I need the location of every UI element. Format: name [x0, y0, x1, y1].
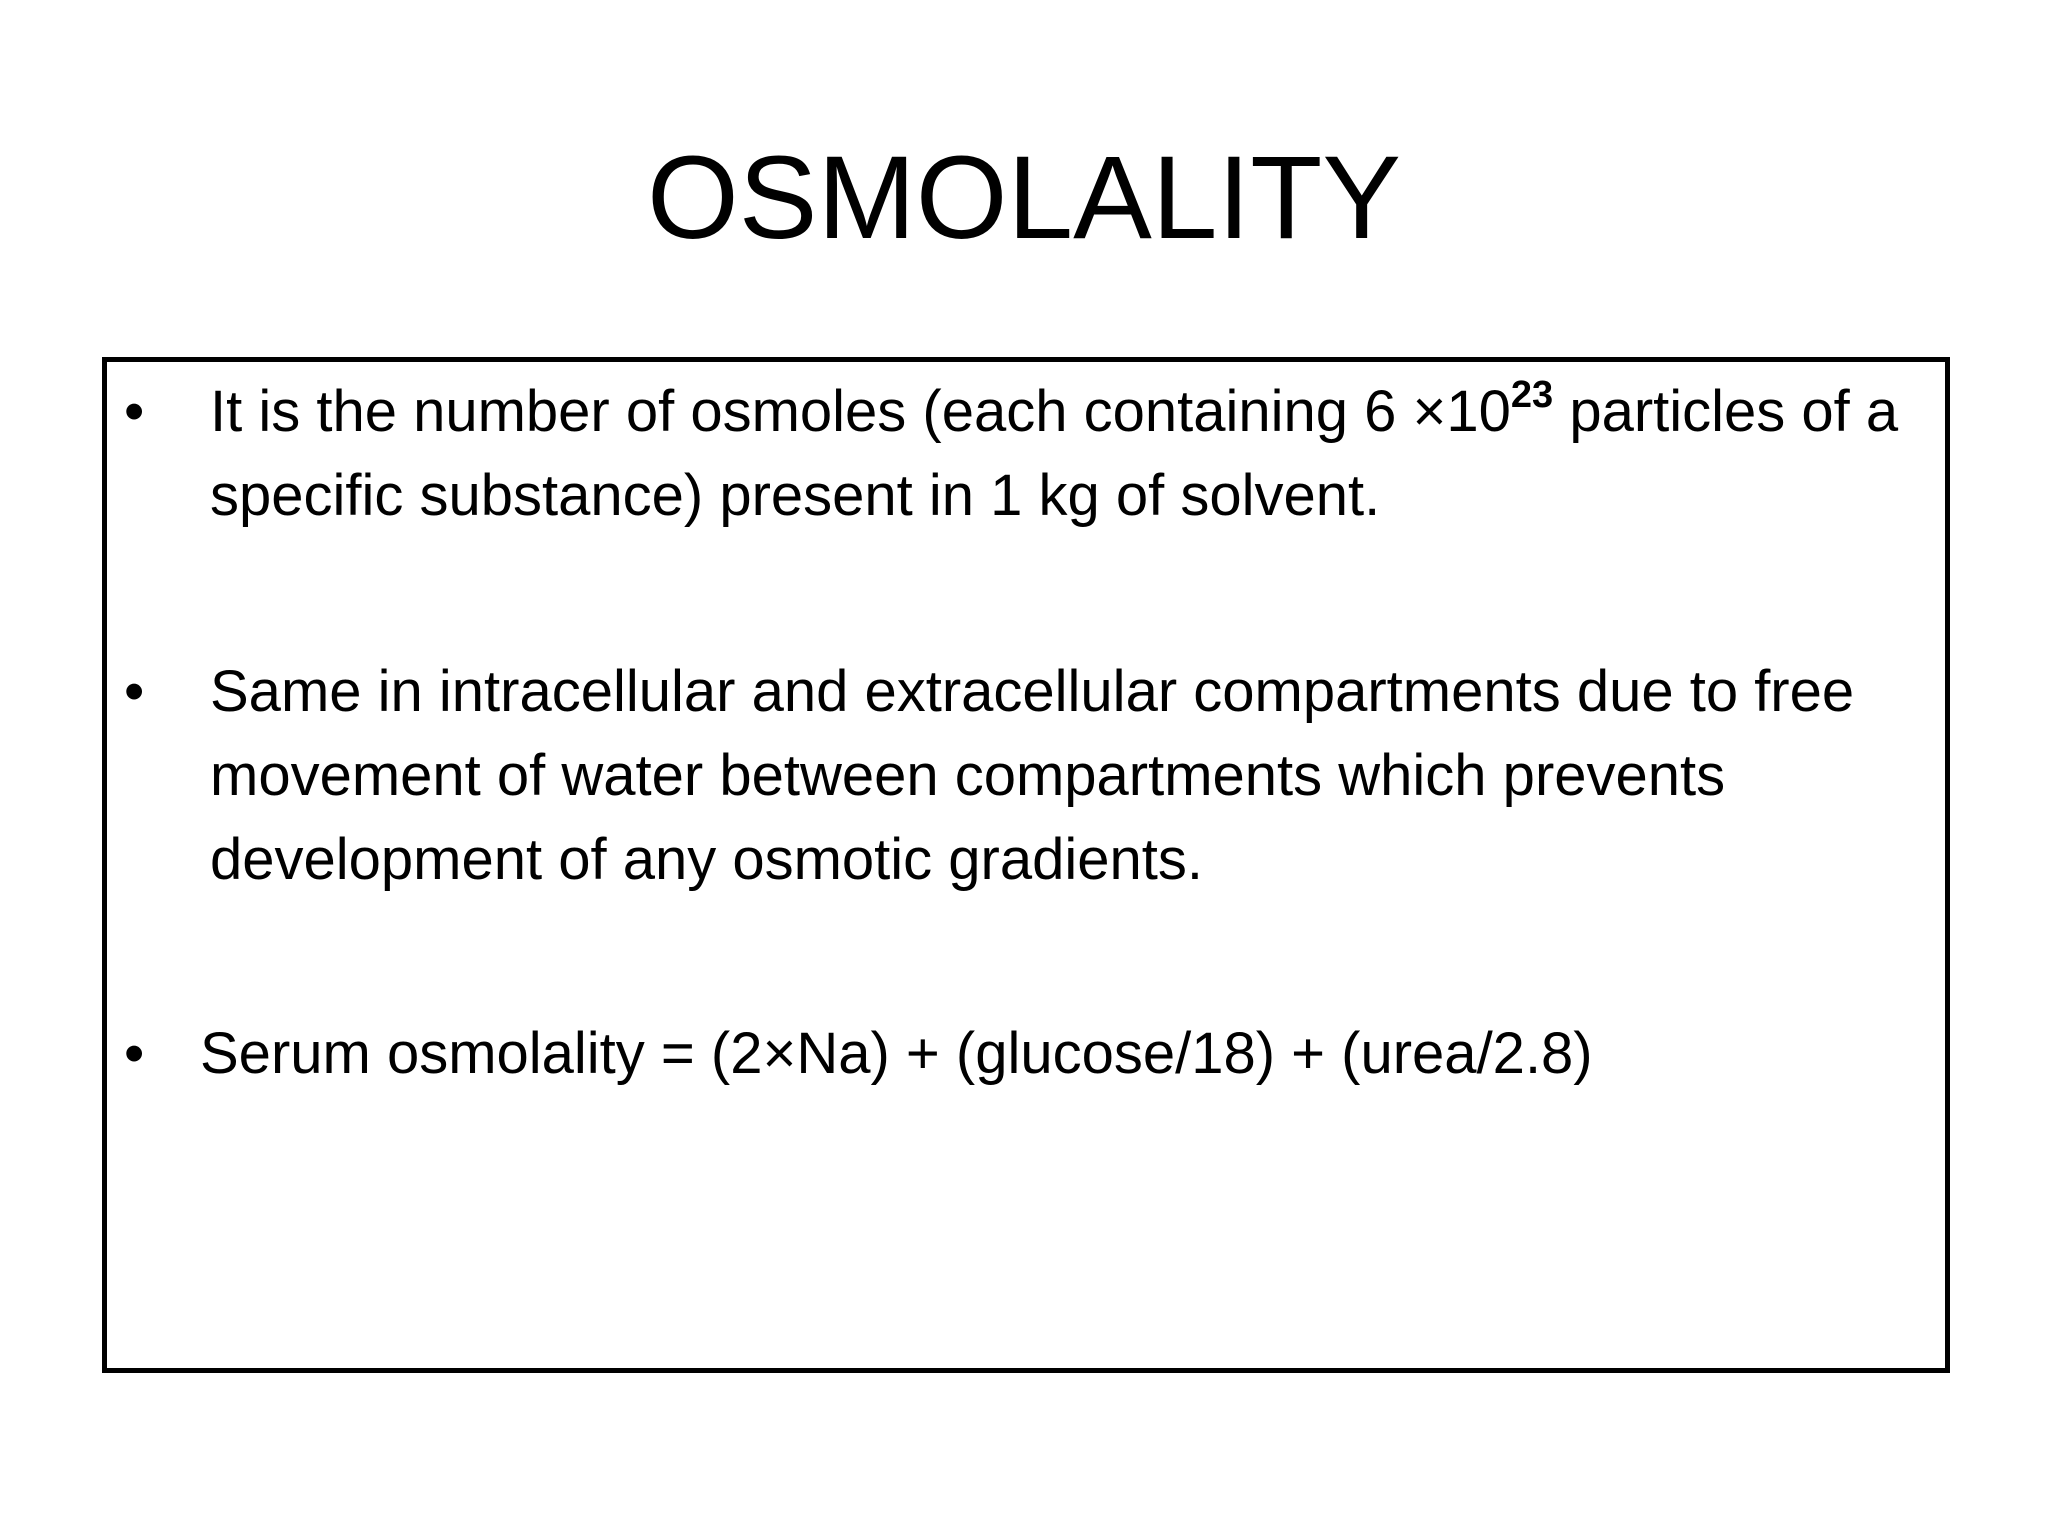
bullet-dot-icon: •: [124, 659, 145, 724]
bullet-dot-icon: •: [124, 1021, 145, 1086]
bullet-item-formula: [124, 1012, 1924, 1096]
bullet-text: Serum osmolality = (2×Na) + (glucose/18) + (urea/2.8): [200, 1021, 1593, 1086]
bullet-text-part: particles of a specific substance) present in 1 kg of solvent.: [210, 379, 1899, 528]
bullet-dot-icon: •: [124, 379, 145, 444]
exponent: 23: [1510, 373, 1554, 416]
bullet-text-part: It is the number of osmoles (each containing 6 ×10: [210, 379, 1511, 444]
bullet-item-compartments: [124, 650, 1924, 902]
slide-title: OSMOLALITY: [646, 132, 1402, 264]
bullet-text: [210, 370, 1924, 538]
bullet-item-definition: [124, 370, 1924, 538]
bullet-text: Same in intracellular and extracellular compartments due to free movement of water between compartments which prevents development of any osmotic gradients.: [210, 659, 1855, 892]
